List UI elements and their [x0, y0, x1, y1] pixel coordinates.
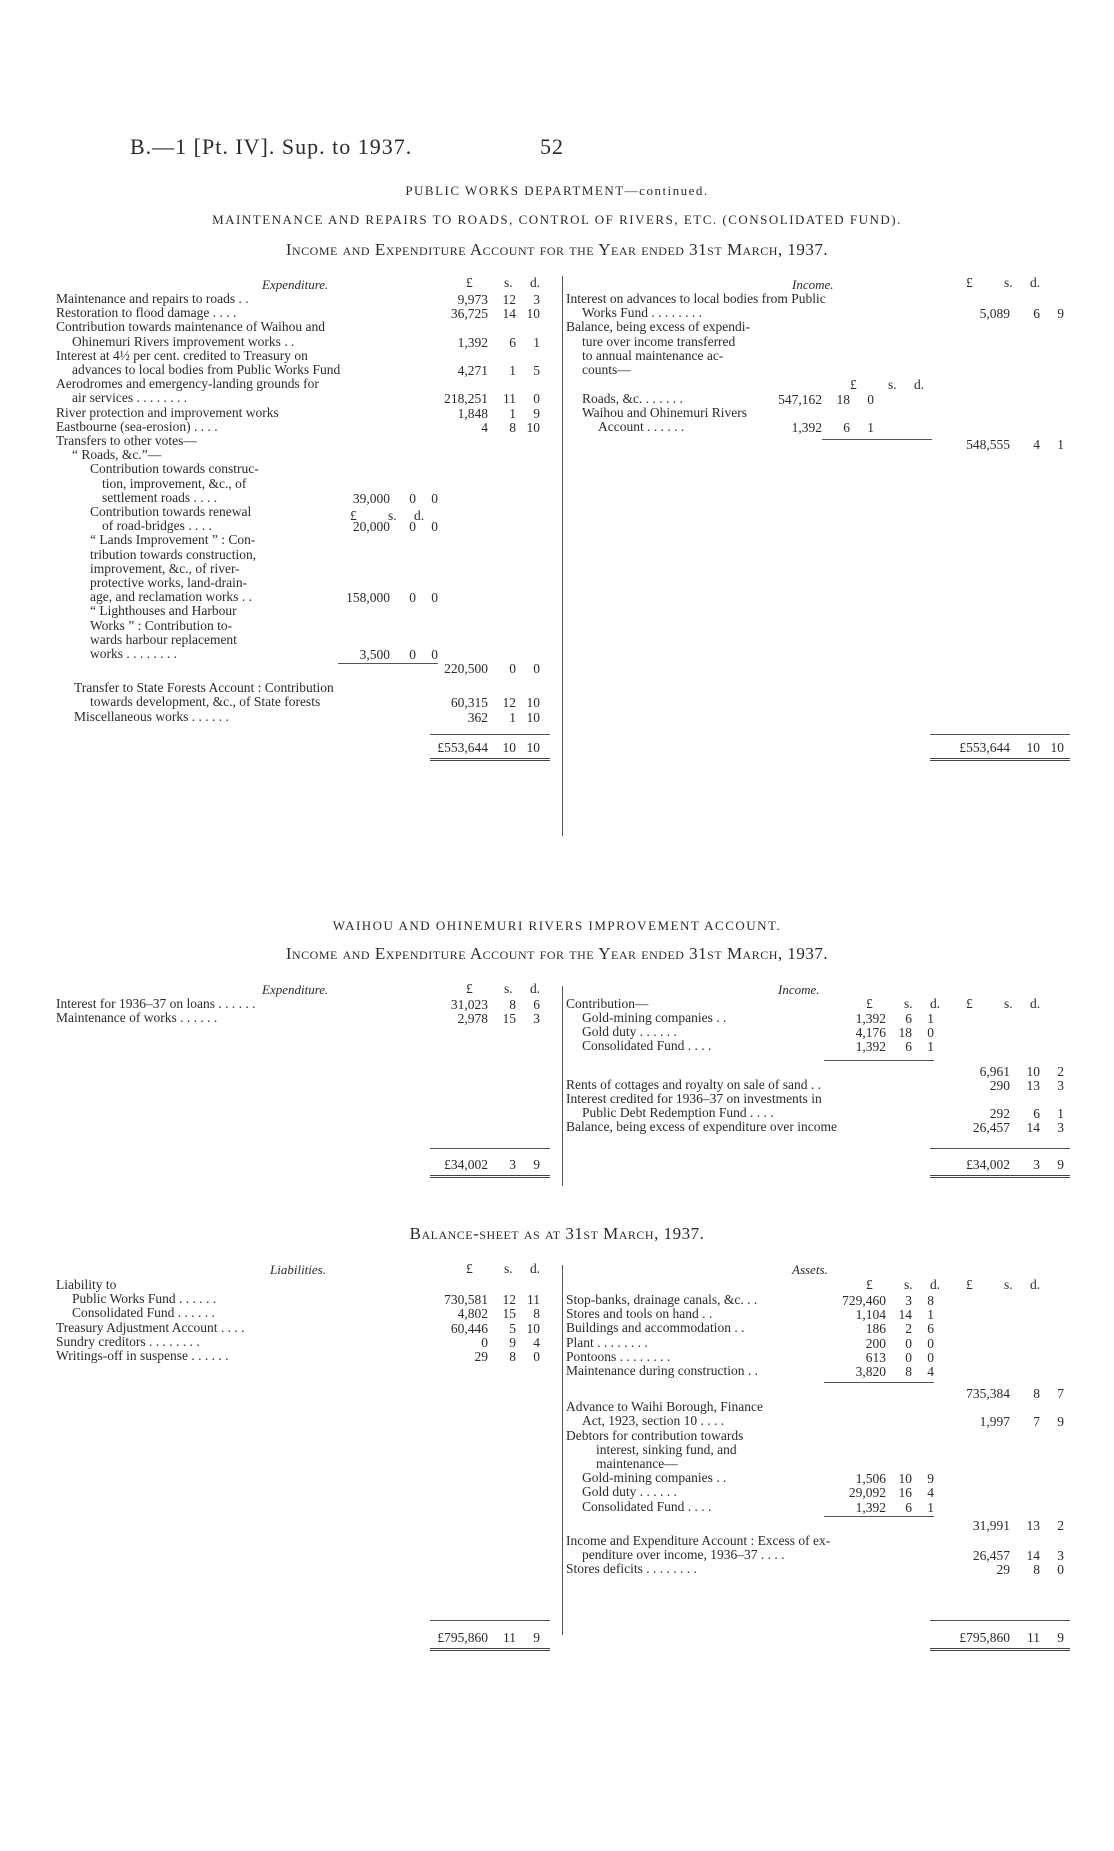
s3-assets-heading: Assets.	[792, 1262, 828, 1277]
s1-inc-sub-amount-shillings: 6	[843, 420, 850, 436]
s1-transfer-line: wards harbour replacement	[90, 631, 237, 647]
department-title: PUBLIC WORKS DEPARTMENT—continued.	[405, 183, 709, 198]
s3-liab-amount-shillings: 12	[502, 1292, 516, 1308]
s2-inc-amount-pence: 1	[1057, 1106, 1064, 1121]
s2-inc-lsd-pound-sign: £	[966, 996, 973, 1011]
s1-transfer-line: “ Lighthouses and Harbour	[90, 603, 237, 619]
s1-transfer-amount-pounds: 20,000	[352, 519, 390, 535]
s1-exp-amount-pence: 1	[533, 334, 540, 350]
s3-assets-inner-lsd-d: d.	[930, 1277, 941, 1292]
s2-inc-line: Public Debt Redemption Fund . . . .	[582, 1105, 774, 1120]
s3-assets-total-pence: 9	[1057, 1630, 1064, 1645]
s3-liab-line: Writings-off in suspense . . . . . .	[56, 1348, 229, 1363]
s1-inc-sub-line: Roads, &c. . . . . . .	[582, 391, 683, 406]
s2-inc-line: Balance, being excess of expenditure over income	[566, 1119, 838, 1135]
s2-exp-lsd-pound-sign: £	[466, 981, 473, 996]
s3-asset-line: Stores and tools on hand . .	[566, 1306, 713, 1322]
s1-inc-sub-amount-shillings: 18	[836, 392, 850, 407]
s3-ie-amount-pence: 0	[1057, 1562, 1064, 1578]
s2-exp-amount-pence: 3	[533, 1011, 540, 1027]
s1-exp-line: Transfers to other votes—	[56, 433, 197, 448]
s1-transfer-amount-pounds: 3,500	[359, 647, 390, 662]
s1-inc-total-pence: 10	[1050, 739, 1064, 755]
s1-transfer-amount-shillings: 0	[409, 519, 416, 535]
s3-debtor-amount-pence: 9	[927, 1471, 934, 1487]
s1-inc-lsd-d: d.	[1030, 275, 1041, 290]
s3-liab-amount-shillings: 15	[502, 1306, 516, 1322]
s3-asset-amount-pence: 8	[927, 1293, 934, 1308]
s1-transfer-amount-pence: 0	[431, 647, 438, 662]
s1-exp-line: Interest at 4½ per cent. credited to Treasury on	[56, 347, 308, 363]
s3-liab-line: Public Works Fund . . . . . .	[72, 1291, 217, 1307]
s3-asset-amount-pounds: 3,820	[855, 1364, 886, 1379]
s2-exp-total-pounds: £34,002	[444, 1157, 488, 1172]
s2-title: WAIHOU AND OHINEMURI RIVERS IMPROVEMENT ACCOUNT.	[332, 918, 782, 933]
s1-inc-total-shillings: 10	[1026, 739, 1040, 755]
s3-ie-amount-pounds: 29	[996, 1562, 1010, 1578]
s2-exp-lsd-s: s.	[504, 981, 513, 996]
s2-contrib-lsd-d: d.	[930, 996, 941, 1011]
s3-asset-amount-pounds: 200	[865, 1335, 886, 1351]
s1-exp-line: “ Roads, &c.”—	[72, 447, 162, 463]
s3-assets-inner-lsd-s: s.	[904, 1277, 913, 1292]
s2-exp-total-shillings: 3	[509, 1157, 516, 1172]
s2-exp-amount-pence: 6	[533, 997, 540, 1012]
s3-debtors-heading-line: Debtors for contribution towards	[566, 1427, 744, 1443]
s1-transfer-amount-shillings: 0	[409, 590, 416, 606]
s1-exp-tail-line: Miscellaneous works . . . . . .	[74, 708, 229, 724]
s3-asset-amount-pounds: 729,460	[842, 1293, 886, 1308]
s1-exp-tail-line: Transfer to State Forests Account : Contribution	[74, 680, 334, 696]
s1-transfer-amount-pence: 0	[431, 490, 438, 506]
s3-liab-amount-pence: 8	[533, 1306, 540, 1322]
s2-contrib-amount-pence: 1	[927, 1011, 934, 1026]
s3-asset-amount-shillings: 14	[898, 1307, 912, 1323]
s2-contrib-amount-pence: 0	[927, 1025, 934, 1041]
s1-inc-amount-pence: 9	[1057, 306, 1064, 322]
s3-assets-subrule	[930, 1620, 1070, 1621]
s1-inc-sub-line: Waihou and Ohinemuri Rivers	[582, 405, 748, 421]
s2-contrib-rule	[824, 1060, 934, 1061]
s2-inc-amount-pounds: 290	[989, 1077, 1010, 1093]
s1-exp-amount-pounds: 1,848	[457, 405, 488, 421]
s3-debtor-amount-pence: 1	[927, 1499, 934, 1515]
s1-inc-sub-total-pounds: 548,555	[966, 436, 1010, 452]
s3-liab-line: Liability to	[56, 1277, 117, 1292]
s3-debtor-amount-shillings: 10	[898, 1471, 912, 1487]
s1-exp-lsd-pound-sign: £	[466, 275, 473, 290]
s3-asset-line: Maintenance during construction . .	[566, 1363, 758, 1378]
s1-exp-amount-shillings: 11	[503, 391, 516, 407]
s2-contrib-amount-shillings: 18	[898, 1025, 912, 1041]
s3-asset-amount-pounds: 186	[865, 1321, 886, 1337]
income-expenditure-title: Income and Expenditure Account for the Year ended 31st March, 1937.	[285, 240, 829, 259]
s3-debtor-amount-shillings: 16	[898, 1485, 912, 1501]
s3-assets1-total-shillings: 8	[1033, 1386, 1040, 1402]
s2-inc-total-shillings: 3	[1033, 1157, 1040, 1172]
s1-exp-tail-amount-pence: 10	[526, 709, 540, 725]
s1-inc-lsd-pound-sign: £	[966, 275, 973, 290]
s1-exp-total-rule	[430, 758, 550, 761]
s3-debtors-rule	[824, 1516, 934, 1517]
s3-liab-lsd-s: s.	[504, 1261, 513, 1276]
s1-transfer-amount-pounds: 158,000	[346, 590, 390, 606]
s3-liab-amount-pence: 0	[533, 1349, 540, 1364]
s3-debtors-total-shillings: 13	[1026, 1517, 1040, 1533]
s1-inc-sub-amount-pounds: 547,162	[778, 392, 822, 407]
s3-asset-line: Buildings and accommodation . .	[566, 1320, 745, 1336]
s3-ie-line: Income and Expenditure Account : Excess of ex-	[566, 1532, 831, 1548]
s3-title: Balance-sheet as at 31st March, 1937.	[409, 1224, 705, 1243]
s1-exp-amount-pence: 0	[533, 391, 540, 407]
s3-assets1-total-pounds: 735,384	[966, 1386, 1010, 1402]
s1-exp-total-shillings: 10	[502, 739, 516, 755]
s3-liab-line: Treasury Adjustment Account . . . .	[56, 1319, 245, 1335]
s2-contrib-line: Consolidated Fund . . . .	[582, 1038, 712, 1054]
s2-contrib-amount-pounds: 1,392	[855, 1039, 886, 1055]
s1-inc-line: Works Fund . . . . . . . .	[582, 305, 703, 321]
s3-debtor-amount-pounds: 1,392	[855, 1499, 886, 1515]
s2-exp-lsd-d: d.	[530, 981, 541, 996]
s2-contrib-total-shillings: 10	[1026, 1063, 1040, 1079]
s1-exp-amount-pounds: 218,251	[444, 391, 488, 407]
s3-debtors-heading-line: interest, sinking fund, and	[596, 1441, 737, 1457]
s3-debtor-amount-pence: 4	[927, 1485, 934, 1501]
s3-advance-amount-pence: 9	[1057, 1414, 1064, 1430]
s2-exp-amount-shillings: 8	[509, 997, 516, 1012]
s3-asset-amount-pounds: 613	[865, 1349, 886, 1365]
s2-inc-amount-pounds: 292	[989, 1106, 1010, 1121]
s1-exp-amount-shillings: 1	[509, 405, 516, 421]
s3-liab-total-pounds: £795,860	[437, 1630, 488, 1645]
s3-advance-amount-pounds: 1,997	[979, 1414, 1010, 1430]
s2-exp-subrule	[430, 1148, 550, 1149]
section3-divider	[562, 1265, 563, 1635]
s1-inc-sub-amount-pounds: 1,392	[791, 420, 822, 436]
page-ref: B.—1 [Pt. IV]. Sup. to 1937.	[130, 134, 413, 159]
s3-asset-amount-pounds: 1,104	[855, 1307, 886, 1323]
s2-inc-amount-pence: 3	[1057, 1077, 1064, 1093]
s3-liab-total-shillings: 11	[503, 1630, 516, 1645]
s3-assets-outer-lsd-d: d.	[1030, 1277, 1041, 1292]
s3-assets-outer-lsd-s: s.	[1004, 1277, 1013, 1292]
s1-exp-line: Maintenance and repairs to roads . .	[56, 291, 249, 306]
s2-contrib-amount-shillings: 6	[905, 1039, 912, 1055]
s3-assets-total-rule	[930, 1648, 1070, 1651]
s2-contrib-label: Contribution—	[566, 996, 649, 1011]
s1-exp-line: advances to local bodies from Public Works Fund	[72, 362, 341, 377]
section1-divider	[562, 276, 563, 836]
s2-contrib-lsd-s: s.	[904, 996, 913, 1011]
s3-advance-amount-shillings: 7	[1033, 1414, 1040, 1430]
s3-asset-amount-shillings: 0	[905, 1335, 912, 1351]
s3-ie-amount-pence: 3	[1057, 1548, 1064, 1563]
s1-transfer-amount-shillings: 0	[409, 647, 416, 662]
s3-liab-total-rule	[430, 1648, 550, 1651]
s1-inc-sub-amount-pence: 1	[867, 420, 874, 436]
s2-inc-amount-pence: 3	[1057, 1120, 1064, 1136]
s1-transfer-lsd-s: s.	[388, 508, 397, 523]
s1-transfer-line: improvement, &c., of river-	[90, 560, 240, 576]
s3-asset-amount-shillings: 8	[905, 1364, 912, 1379]
s1-transfer-line: tion, improvement, &c., of	[102, 475, 247, 491]
s1-exp-amount-pence: 10	[526, 419, 540, 435]
s1-inc-line: ture over income transferred	[582, 333, 736, 349]
s2-inc-subrule	[930, 1148, 1070, 1149]
s1-exp-amount-pounds: 4	[481, 419, 488, 435]
s3-asset-line: Plant . . . . . . . .	[566, 1334, 648, 1350]
s1-exp-total-pounds: £553,644	[437, 739, 488, 755]
s3-assets1-total-pence: 7	[1057, 1386, 1064, 1402]
s3-asset-amount-pence: 1	[927, 1307, 934, 1323]
s1-inc-sub-amount-pence: 0	[867, 392, 874, 407]
s1-transfer-line: age, and reclamation works . .	[90, 589, 252, 605]
s3-liab-amount-pence: 10	[526, 1320, 540, 1336]
s1-exp-lsd-s: s.	[504, 275, 513, 290]
s3-ie-amount-pounds: 26,457	[972, 1548, 1010, 1563]
s3-liab-amount-pounds: 0	[481, 1334, 488, 1350]
s3-liab-amount-shillings: 8	[509, 1349, 516, 1364]
s3-liab-amount-pounds: 730,581	[444, 1292, 488, 1308]
s3-asset-amount-shillings: 2	[905, 1321, 912, 1337]
s1-exp-tail-line: towards development, &c., of State forests	[90, 694, 321, 710]
s3-assets-total-shillings: 11	[1027, 1630, 1040, 1645]
s1-exp-amount-pence: 10	[526, 306, 540, 322]
section2-divider	[562, 986, 563, 1186]
s1-exp-amount-shillings: 8	[509, 419, 516, 435]
s3-ie-line: Stores deficits . . . . . . . .	[566, 1561, 697, 1577]
s2-contrib-line: Gold duty . . . . . .	[582, 1024, 677, 1040]
s3-asset-line: Pontoons . . . . . . . .	[566, 1348, 671, 1364]
s3-liab-amount-shillings: 9	[509, 1334, 516, 1350]
s3-asset-amount-shillings: 3	[905, 1293, 912, 1308]
s3-liab-lsd-pound-sign: £	[466, 1261, 473, 1276]
s1-exp-tail-amount-shillings: 12	[502, 695, 516, 711]
s2-exp-amount-pounds: 2,978	[457, 1011, 488, 1027]
s3-liab-line: Consolidated Fund . . . . . .	[72, 1305, 215, 1321]
s3-liab-line: Sundry creditors . . . . . . . .	[56, 1333, 200, 1349]
s3-debtors-heading-line: maintenance—	[596, 1456, 678, 1471]
s1-exp-amount-shillings: 1	[509, 363, 516, 378]
s3-liabilities-heading: Liabilities.	[270, 1262, 326, 1277]
s2-exp-amount-shillings: 15	[502, 1011, 516, 1027]
s1-transfers-total-shillings: 0	[509, 661, 516, 677]
s1-exp-amount-shillings: 14	[502, 306, 516, 322]
s1-inc-amount-pounds: 5,089	[979, 306, 1010, 322]
fund-title: MAINTENANCE AND REPAIRS TO ROADS, CONTROL OF RIVERS, ETC. (CONSOLIDATED FUND).	[212, 212, 902, 227]
s1-inc-sub-lsd-d: d.	[914, 377, 925, 392]
s1-inc-sub-lsd-pound-sign: £	[850, 377, 857, 392]
s2-contrib-amount-pence: 1	[927, 1039, 934, 1055]
s2-inc-line: Rents of cottages and royalty on sale of sand . .	[566, 1076, 821, 1092]
s1-exp-line: River protection and improvement works	[56, 404, 279, 420]
s2-inc-lsd-s: s.	[1004, 996, 1013, 1011]
s2-exp-total-pence: 9	[533, 1157, 540, 1172]
s1-transfer-line: protective works, land-drain-	[90, 575, 248, 590]
s2-inc-total-pence: 9	[1057, 1157, 1064, 1172]
s2-contrib-amount-shillings: 6	[905, 1011, 912, 1026]
s2-inc-amount-shillings: 14	[1026, 1120, 1040, 1136]
s2-exp-line: Maintenance of works . . . . . .	[56, 1010, 218, 1026]
s2-contrib-total-pence: 2	[1057, 1063, 1064, 1079]
s1-exp-lsd-d: d.	[530, 275, 541, 290]
s2-inc-amount-pounds: 26,457	[972, 1120, 1010, 1136]
s3-debtor-amount-pounds: 29,092	[848, 1485, 886, 1501]
s3-debtor-line: Gold-mining companies . .	[582, 1470, 727, 1486]
s1-transfer-lsd-d: d.	[414, 508, 425, 523]
s3-asset-amount-shillings: 0	[905, 1349, 912, 1365]
s1-transfer-line: Contribution towards construc-	[90, 461, 259, 477]
s3-asset-amount-pence: 0	[927, 1349, 934, 1365]
s2-inc-amount-shillings: 6	[1033, 1106, 1040, 1121]
s1-expenditure-heading: Expenditure.	[262, 277, 329, 292]
s1-income-heading: Income.	[792, 277, 834, 292]
s3-ie-amount-shillings: 14	[1026, 1548, 1040, 1563]
s3-debtor-amount-pounds: 1,506	[855, 1471, 886, 1487]
s1-exp-line: air services . . . . . . . .	[72, 390, 188, 406]
s3-liab-amount-pounds: 29	[474, 1349, 488, 1364]
s1-transfer-amount-shillings: 0	[409, 490, 416, 506]
s3-liab-amount-pounds: 60,446	[450, 1320, 488, 1336]
s1-transfers-total-pence: 0	[533, 661, 540, 677]
s1-inc-sub-rule	[822, 439, 932, 440]
s1-exp-line: Contribution towards maintenance of Waihou and	[56, 319, 325, 335]
s1-exp-subrule	[430, 734, 550, 735]
s3-assets-outer-lsd-pound-sign: £	[966, 1277, 973, 1292]
s2-income-heading: Income.	[778, 982, 820, 997]
s1-exp-amount-pounds: 9,973	[457, 292, 488, 307]
s1-inc-line: Interest on advances to local bodies from Public	[566, 291, 826, 306]
s3-ie-amount-shillings: 8	[1033, 1562, 1040, 1578]
s3-assets1-rule	[824, 1382, 934, 1383]
s3-liab-amount-shillings: 5	[509, 1320, 516, 1336]
s1-transfer-line: tribution towards construction,	[90, 546, 257, 562]
s1-exp-total-pence: 10	[526, 739, 540, 755]
s2-contrib-lsd-pound-sign: £	[866, 996, 873, 1011]
s2-contrib-amount-pounds: 1,392	[855, 1011, 886, 1026]
s1-inc-line: Balance, being excess of expendi-	[566, 319, 751, 335]
s1-inc-line: counts—	[582, 362, 631, 377]
s3-assets-total-pounds: £795,860	[959, 1630, 1010, 1645]
s1-transfer-line: “ Lands Improvement ” : Con-	[90, 532, 256, 548]
page-number: 52	[540, 134, 564, 159]
s1-exp-amount-pounds: 36,725	[450, 306, 488, 322]
s2-inc-total-rule	[930, 1175, 1070, 1178]
s1-inc-line: to annual maintenance ac-	[582, 347, 724, 363]
s3-liab-lsd-d: d.	[530, 1261, 541, 1276]
s2-exp-amount-pounds: 31,023	[450, 997, 488, 1012]
s1-inc-lsd-s: s.	[1004, 275, 1013, 290]
s3-advance-line: Act, 1923, section 10 . . . .	[582, 1413, 725, 1429]
s1-exp-line: Eastbourne (sea-erosion) . . . .	[56, 418, 218, 434]
s2-contrib-total-pounds: 6,961	[979, 1063, 1010, 1079]
s2-inc-lsd-d: d.	[1030, 996, 1041, 1011]
s1-inc-sub-line: Account . . . . . .	[598, 419, 685, 435]
s3-debtor-line: Gold duty . . . . . .	[582, 1484, 677, 1500]
s1-transfers-total-pounds: 220,500	[444, 661, 488, 677]
s2-ie-title: Income and Expenditure Account for the Year ended 31st March, 1937.	[285, 944, 829, 963]
s1-transfer-line: Contribution towards renewal	[90, 504, 252, 519]
s3-asset-amount-pence: 4	[927, 1364, 934, 1379]
s3-liab-subrule	[430, 1620, 550, 1621]
s1-exp-amount-pounds: 1,392	[457, 334, 488, 350]
s1-exp-line: Aerodromes and emergency-landing grounds for	[56, 376, 319, 392]
s2-expenditure-heading: Expenditure.	[262, 982, 329, 997]
s3-advance-line: Advance to Waihi Borough, Finance	[566, 1399, 763, 1415]
s1-exp-tail-amount-shillings: 1	[509, 709, 516, 725]
s3-liab-amount-pounds: 4,802	[457, 1306, 488, 1322]
s3-debtors-total-pounds: 31,991	[972, 1517, 1010, 1533]
s1-transfer-amount-pence: 0	[431, 519, 438, 535]
s1-inc-total-rule	[930, 758, 1070, 761]
s3-liab-total-pence: 9	[533, 1630, 540, 1645]
s1-inc-subrule	[930, 734, 1070, 735]
s1-inc-sub-total-shillings: 4	[1033, 436, 1040, 452]
s1-exp-amount-pounds: 4,271	[457, 363, 488, 378]
s3-asset-amount-pence: 0	[927, 1335, 934, 1351]
s3-liab-amount-pence: 4	[533, 1334, 540, 1350]
s2-exp-total-rule	[430, 1175, 550, 1178]
s1-inc-sub-total-pence: 1	[1057, 436, 1064, 452]
s1-transfer-line: settlement roads . . . .	[102, 489, 218, 505]
s3-debtors-total-pence: 2	[1057, 1517, 1064, 1533]
s1-transfer-line: Works ” : Contribution to-	[90, 617, 233, 633]
s1-exp-line: Ohinemuri Rivers improvement works . .	[72, 333, 295, 349]
s1-exp-tail-amount-pounds: 60,315	[450, 695, 488, 711]
s1-exp-tail-amount-pence: 10	[526, 695, 540, 711]
s1-inc-sub-lsd-s: s.	[888, 377, 897, 392]
s1-inc-total-pounds: £553,644	[959, 739, 1010, 755]
s2-inc-total-pounds: £34,002	[966, 1157, 1010, 1172]
s1-exp-amount-pence: 3	[533, 292, 540, 307]
s3-ie-line: penditure over income, 1936–37 . . . .	[582, 1547, 785, 1562]
s1-exp-amount-shillings: 12	[502, 292, 516, 307]
s2-contrib-line: Gold-mining companies . .	[582, 1010, 727, 1025]
s3-asset-line: Stop-banks, drainage canals, &c. . .	[566, 1292, 758, 1307]
s1-transfer-lsd-pound-sign: £	[350, 508, 357, 523]
s3-assets-inner-lsd-pound-sign: £	[866, 1277, 873, 1292]
s1-transfer-amount-pounds: 39,000	[352, 490, 390, 506]
s3-debtor-amount-shillings: 6	[905, 1499, 912, 1515]
s3-asset-amount-pence: 6	[927, 1321, 934, 1337]
s1-transfer-amount-pence: 0	[431, 590, 438, 606]
s1-exp-amount-pence: 9	[533, 405, 540, 421]
s2-inc-amount-shillings: 13	[1026, 1077, 1040, 1093]
s2-exp-line: Interest for 1936–37 on loans . . . . . .	[56, 996, 256, 1011]
s1-exp-line: Restoration to flood damage . . . .	[56, 305, 237, 321]
s1-exp-amount-shillings: 6	[509, 334, 516, 350]
s2-inc-line: Interest credited for 1936–37 on investments in	[566, 1090, 822, 1106]
s1-inc-amount-shillings: 6	[1033, 306, 1040, 322]
s3-debtor-line: Consolidated Fund . . . .	[582, 1498, 712, 1514]
s1-transfer-line: works . . . . . . . .	[90, 646, 177, 661]
s1-exp-amount-pence: 5	[533, 363, 540, 378]
s2-contrib-amount-pounds: 4,176	[855, 1025, 886, 1041]
s1-exp-tail-amount-pounds: 362	[467, 709, 488, 725]
s1-transfer-line: of road-bridges . . . .	[102, 518, 212, 534]
s3-liab-amount-pence: 11	[527, 1292, 540, 1308]
